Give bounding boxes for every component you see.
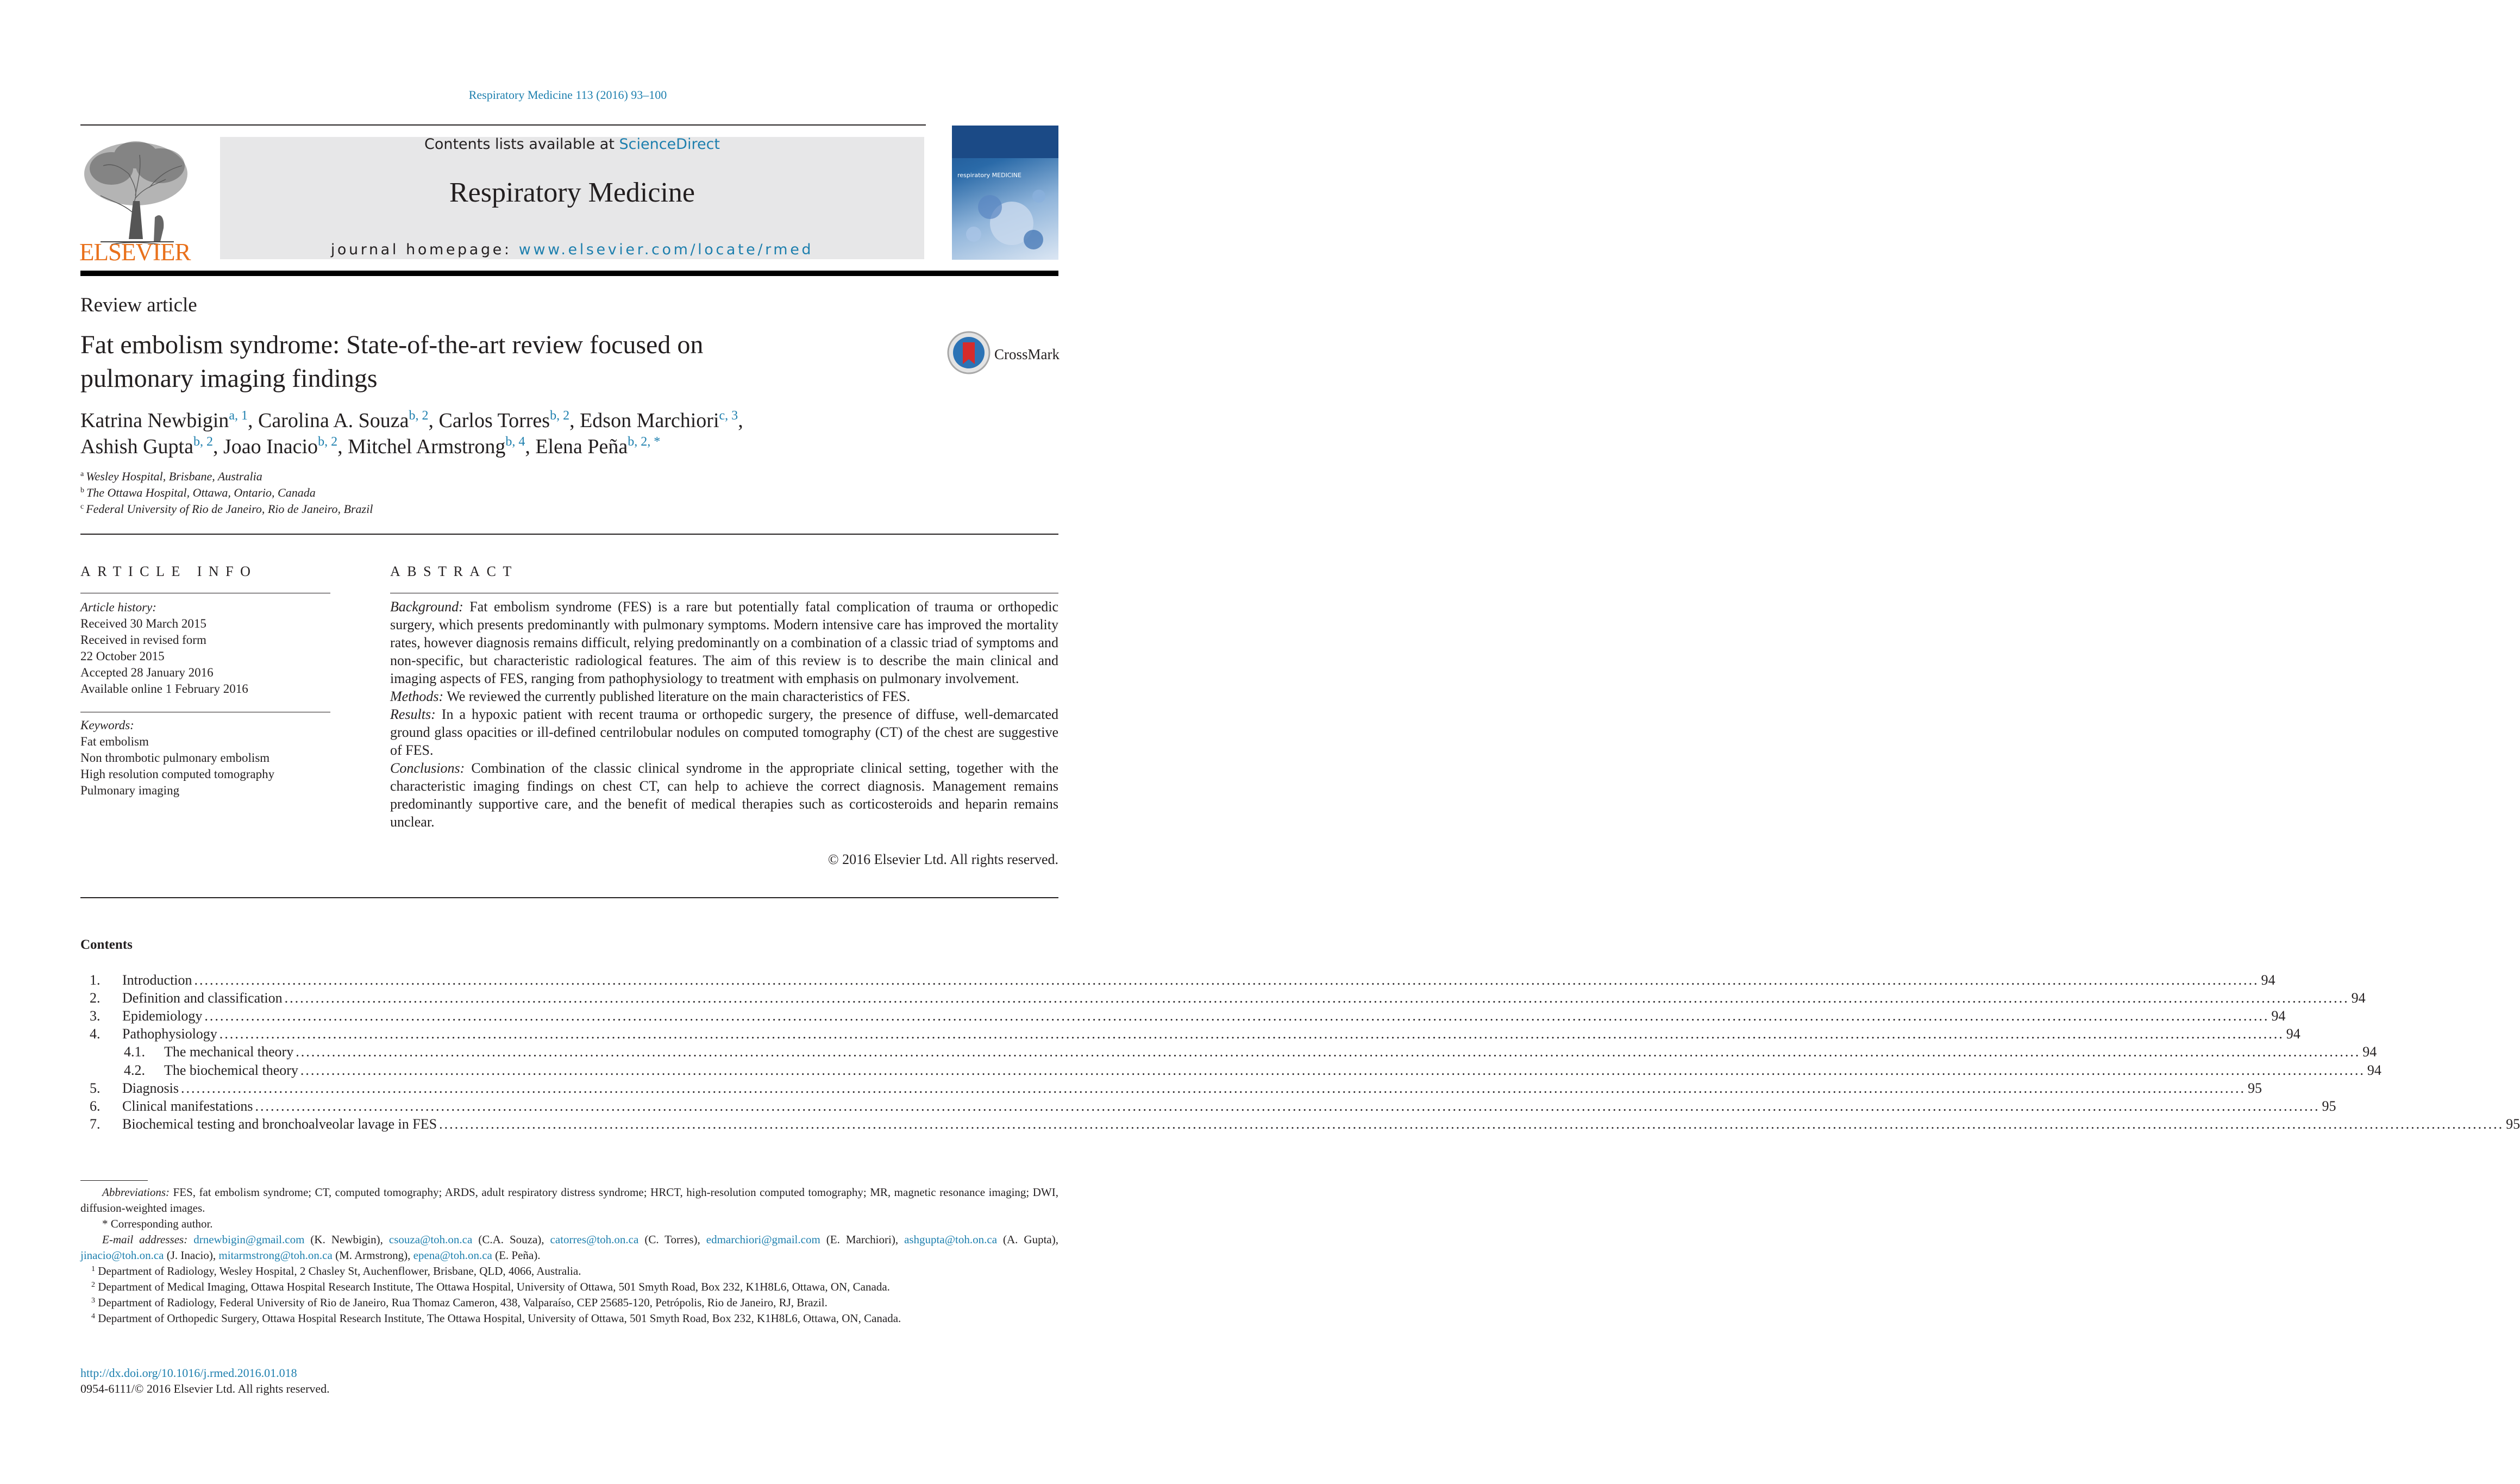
- affiliation-text: Wesley Hospital, Brisbane, Australia: [86, 469, 262, 483]
- toc-title[interactable]: The biochemical theory: [164, 1062, 298, 1078]
- toc-number: 7.: [90, 1116, 101, 1132]
- footnote-mark: 4: [91, 1312, 95, 1320]
- department-note: [80, 1279, 1058, 1295]
- abstract-text: Combination of the classic clinical syndrome in the appropriate clinical setting, together with the characteristic imaging findings on chest CT, can help to achieve the correct diagnosis. Management remains predominantly supportive care, and the benefit of medical therapies such as corticosteroids and heparin remains unclear.: [390, 760, 1058, 830]
- author-affiliation-marks[interactable]: b, 2: [550, 409, 570, 423]
- author-name: Ashish Gupta: [80, 435, 193, 458]
- affiliation-text: The Ottawa Hospital, Ottawa, Ontario, Canada: [86, 486, 316, 499]
- author-name: Mitchel Armstrong: [348, 435, 506, 458]
- department-text: Department of Radiology, Federal University of Rio de Janeiro, Rua Thomaz Cameron, 438, Valparaíso, CEP 25685-120, Petrópolis, Rio de Janeiro, RJ, Brazil.: [98, 1296, 828, 1309]
- journal-citation-link[interactable]: Respiratory Medicine 113 (2016) 93–100: [468, 88, 667, 102]
- author-separator: ,: [247, 409, 258, 432]
- abstract-background: [390, 598, 1058, 687]
- toc-number: 4.: [90, 1026, 101, 1042]
- keyword: High resolution computed tomography: [80, 767, 275, 781]
- email-owner: (K. Newbigin),: [304, 1233, 389, 1246]
- homepage-prefix: journal homepage:: [330, 241, 519, 258]
- toc-leader-dots: ................................................................................................................................................................................................................................................................................................................................................................................................................: [204, 1008, 2270, 1024]
- toc-number: 4.1.: [124, 1044, 145, 1060]
- author-affiliation-marks[interactable]: a, 1: [229, 409, 248, 423]
- department-text: Department of Orthopedic Surgery, Ottawa Hospital Research Institute, The Ottawa Hospital, University of Ottawa, 501 Smyth Road, Box 232, K1H8L6, Ottawa, ON, Canada.: [98, 1312, 901, 1325]
- toc-entry[interactable]: [90, 990, 2366, 1008]
- toc-title[interactable]: Introduction: [122, 972, 192, 988]
- abstract-label: Background:: [390, 599, 463, 615]
- toc-title[interactable]: Pathophysiology: [122, 1026, 217, 1042]
- keywords-label: Keywords:: [80, 718, 134, 732]
- article-title-line1: Fat embolism syndrome: State-of-the-art review focused on: [80, 330, 704, 359]
- abbreviations-label: Abbreviations:: [102, 1186, 170, 1199]
- toc-page-number: 94: [2362, 1044, 2377, 1060]
- department-note: [80, 1263, 1058, 1279]
- article-history: [80, 599, 330, 697]
- toc-number: 3.: [90, 1008, 101, 1024]
- author-name: Carolina A. Souza: [258, 409, 409, 432]
- toc-page-number: 94: [2261, 972, 2275, 988]
- author-affiliation-marks[interactable]: b, 4: [505, 435, 525, 449]
- abstract-label: Methods:: [390, 688, 444, 704]
- author-separator: ,: [525, 435, 536, 458]
- affiliation: [80, 486, 316, 500]
- author-affiliation-marks[interactable]: b, 2, *: [628, 435, 661, 449]
- affiliation-mark: b: [80, 486, 84, 494]
- article-type: Review article: [80, 294, 197, 316]
- department-note: [80, 1295, 1058, 1311]
- email-link[interactable]: ashgupta@toh.on.ca: [904, 1233, 998, 1246]
- email-owner: (J. Inacio),: [164, 1249, 219, 1262]
- keyword: Pulmonary imaging: [80, 784, 180, 797]
- abbreviations-note: [80, 1185, 1058, 1216]
- affiliation: [80, 502, 373, 516]
- email-owner: (E. Marchiori),: [820, 1233, 905, 1246]
- author-name: Joao Inacio: [223, 435, 318, 458]
- cover-title: respiratory MEDICINE: [957, 172, 1021, 179]
- abstract-body: [390, 598, 1058, 831]
- keyword: Non thrombotic pulmonary embolism: [80, 751, 270, 765]
- email-owner: (C. Torres),: [638, 1233, 706, 1246]
- crossmark-label[interactable]: CrossMark: [994, 346, 1060, 362]
- toc-entry[interactable]: [90, 1098, 2336, 1116]
- abstract-conclusions: [390, 759, 1058, 831]
- author-separator: ,: [337, 435, 348, 458]
- email-owner: (A. Gupta),: [997, 1233, 1058, 1246]
- toc-leader-dots: ................................................................................................................................................................................................................................................................................................................................................................................................................: [284, 990, 2349, 1006]
- doi-link[interactable]: http://dx.doi.org/10.1016/j.rmed.2016.01.018: [80, 1366, 297, 1380]
- email-addresses: [80, 1232, 1058, 1263]
- toc-page-number: 95: [2322, 1098, 2336, 1114]
- toc-entry[interactable]: [124, 1044, 2377, 1062]
- toc-page-number: 94: [2351, 990, 2366, 1006]
- section-rule: [80, 534, 1058, 535]
- elsevier-logo-text: ELSEVIER: [79, 239, 191, 266]
- journal-homepage-line: [220, 241, 924, 258]
- toc-leader-dots: ................................................................................................................................................................................................................................................................................................................................................................................................................: [300, 1062, 2365, 1078]
- toc-page-number: 95: [2248, 1080, 2262, 1096]
- history-item: Received 30 March 2015: [80, 617, 206, 630]
- journal-title: Respiratory Medicine: [449, 177, 695, 208]
- toc-title[interactable]: Epidemiology: [122, 1008, 203, 1024]
- toc-title[interactable]: Clinical manifestations: [122, 1098, 253, 1114]
- footnote-mark: 1: [91, 1265, 95, 1273]
- author-separator: ,: [569, 409, 580, 432]
- author-name: Elena Peña: [535, 435, 628, 458]
- toc-page-number: 94: [2367, 1062, 2381, 1078]
- email-link[interactable]: edmarchiori@gmail.com: [706, 1233, 820, 1246]
- affiliation-text: Federal University of Rio de Janeiro, Rio de Janeiro, Brazil: [86, 502, 373, 516]
- toc-number: 1.: [90, 972, 101, 988]
- keywords: [80, 717, 330, 799]
- section-rule: [80, 897, 1058, 898]
- crossmark-icon[interactable]: [946, 330, 991, 375]
- toc-number: 6.: [90, 1098, 101, 1114]
- toc-page-number: 95: [2506, 1116, 2520, 1132]
- author-separator: ,: [428, 409, 439, 432]
- email-link[interactable]: catorres@toh.on.ca: [550, 1233, 639, 1246]
- email-list: [80, 1233, 1058, 1262]
- footnote-rule: [80, 1180, 148, 1181]
- article-title: [80, 328, 895, 396]
- toc-number: 4.2.: [124, 1062, 145, 1078]
- author-name: Edson Marchiori: [580, 409, 719, 432]
- keyword: Fat embolism: [80, 735, 149, 748]
- author-name: Carlos Torres: [438, 409, 550, 432]
- contents-prefix: Contents lists available at: [424, 136, 619, 153]
- email-link[interactable]: csouza@toh.on.ca: [388, 1233, 473, 1246]
- toc-entry[interactable]: [90, 1116, 2520, 1134]
- toc-title[interactable]: The mechanical theory: [164, 1044, 294, 1060]
- affiliation: [80, 469, 262, 484]
- cover-art-icon: [952, 126, 1058, 260]
- toc-leader-dots: ................................................................................................................................................................................................................................................................................................................................................................................................................: [219, 1026, 2284, 1042]
- abstract-methods: [390, 687, 1058, 705]
- history-item: Received in revised form: [80, 633, 206, 647]
- abstract-heading: ABSTRACT: [390, 563, 518, 579]
- email-owner: (C.A. Souza),: [472, 1233, 550, 1246]
- history-item: 22 October 2015: [80, 649, 165, 663]
- abstract-text: We reviewed the currently published literature on the main characteristics of FES.: [443, 688, 910, 704]
- header-rule: [80, 124, 926, 126]
- author-affiliation-marks[interactable]: b, 2: [318, 435, 338, 449]
- toc-entry[interactable]: [124, 1062, 2381, 1080]
- toc-title[interactable]: Biochemical testing and bronchoalveolar lavage in FES: [122, 1116, 437, 1132]
- abstract-text: Fat embolism syndrome (FES) is a rare but potentially fatal complication of trauma or orthopedic surgery, which presents predominantly with pulmonary symptoms. Modern intensive care has improved the mortality rates, however diagnosis remains difficult, relying predominantly on a combination of a classic triad of symptoms and non-specific, but characteristic radiological features. The aim of this review is to describe the main clinical and imaging aspects of FES, ranging from pathophysiology to treatment with emphasis on pulmonary involvement.: [390, 599, 1058, 686]
- abstract-label: Conclusions:: [390, 760, 465, 776]
- author-affiliation-marks[interactable]: b, 2: [409, 409, 429, 423]
- author-affiliation-marks[interactable]: b, 2: [193, 435, 213, 449]
- abstract-label: Results:: [390, 706, 436, 722]
- email-link[interactable]: mitarmstrong@toh.on.ca: [218, 1249, 333, 1262]
- toc-title[interactable]: Diagnosis: [122, 1080, 179, 1096]
- contents-heading: Contents: [80, 937, 133, 952]
- toc-number: 5.: [90, 1080, 101, 1096]
- toc-leader-dots: ................................................................................................................................................................................................................................................................................................................................................................................................................: [194, 972, 2259, 988]
- abbreviations-text: FES, fat embolism syndrome; CT, computed tomography; ARDS, adult respiratory distress syndrome; HRCT, high-resolution computed tomography; MR, magnetic resonance imaging; DWI, diffusion-weighted images.: [80, 1186, 1058, 1214]
- department-note: [80, 1311, 1058, 1326]
- abstract-results: [390, 705, 1058, 759]
- toc-entry[interactable]: [90, 1080, 2262, 1098]
- sciencedirect-link[interactable]: ScienceDirect: [619, 136, 720, 153]
- toc-title[interactable]: Definition and classification: [122, 990, 283, 1006]
- footnote-mark: 2: [91, 1281, 95, 1289]
- toc-page-number: 94: [2271, 1008, 2286, 1024]
- history-item: Accepted 28 January 2016: [80, 666, 214, 679]
- email-link[interactable]: drnewbigin@gmail.com: [193, 1233, 305, 1246]
- author-name: Katrina Newbigin: [80, 409, 229, 432]
- header-thick-rule: [80, 271, 1058, 276]
- article-info-heading: ARTICLE INFO: [80, 563, 258, 579]
- corresponding-author-note: * Corresponding author.: [102, 1217, 213, 1230]
- affiliation-mark: a: [80, 470, 84, 478]
- email-owner: (M. Armstrong),: [332, 1249, 413, 1262]
- email-owner: (E. Peña).: [492, 1249, 541, 1262]
- author-list: [80, 408, 1004, 460]
- department-notes: [80, 1263, 1058, 1326]
- abstract-text: In a hypoxic patient with recent trauma or orthopedic surgery, the presence of diffuse, well-demarcated ground glass opacities or ill-defined centrilobular nodules on computed tomography (CT) of the chest are suggestive of FES.: [390, 706, 1058, 758]
- toc-leader-dots: ................................................................................................................................................................................................................................................................................................................................................................................................................: [181, 1080, 2246, 1096]
- toc-page-number: 94: [2286, 1026, 2300, 1042]
- author-separator: ,: [212, 435, 223, 458]
- email-link[interactable]: jinacio@toh.on.ca: [80, 1249, 164, 1262]
- history-label: Article history:: [80, 600, 156, 614]
- toc-entry[interactable]: [90, 1008, 2286, 1026]
- footnotes: [80, 1185, 1058, 1326]
- email-link[interactable]: epena@toh.on.ca: [413, 1249, 492, 1262]
- toc-leader-dots: ................................................................................................................................................................................................................................................................................................................................................................................................................: [296, 1044, 2361, 1060]
- email-label: E-mail addresses:: [102, 1233, 188, 1246]
- toc-leader-dots: ................................................................................................................................................................................................................................................................................................................................................................................................................: [255, 1098, 2320, 1114]
- abstract-copyright: © 2016 Elsevier Ltd. All rights reserved.: [828, 851, 1058, 867]
- toc-entry[interactable]: [90, 972, 2275, 990]
- department-text: Department of Medical Imaging, Ottawa Hospital Research Institute, The Ottawa Hospital, University of Ottawa, 501 Smyth Road, Box 232, K1H8L6, Ottawa, ON, Canada.: [98, 1280, 890, 1293]
- issn-copyright: 0954-6111/© 2016 Elsevier Ltd. All rights reserved.: [80, 1382, 330, 1395]
- toc-number: 2.: [90, 990, 101, 1006]
- author-separator: ,: [738, 409, 743, 432]
- department-text: Department of Radiology, Wesley Hospital, 2 Chasley St, Auchenflower, Brisbane, QLD, 4066, Australia.: [98, 1264, 581, 1278]
- history-item: Available online 1 February 2016: [80, 682, 248, 696]
- toc-entry[interactable]: [90, 1026, 2300, 1044]
- article-title-line2: pulmonary imaging findings: [80, 364, 378, 393]
- contents-available-line: [220, 136, 924, 153]
- author-affiliation-marks[interactable]: c, 3: [719, 409, 738, 423]
- toc-leader-dots: ................................................................................................................................................................................................................................................................................................................................................................................................................: [439, 1116, 2504, 1132]
- footnote-mark: 3: [91, 1297, 95, 1305]
- journal-cover-image: [952, 126, 1058, 260]
- affiliation-mark: c: [80, 503, 84, 511]
- journal-homepage-link[interactable]: www.elsevier.com/locate/rmed: [518, 241, 814, 258]
